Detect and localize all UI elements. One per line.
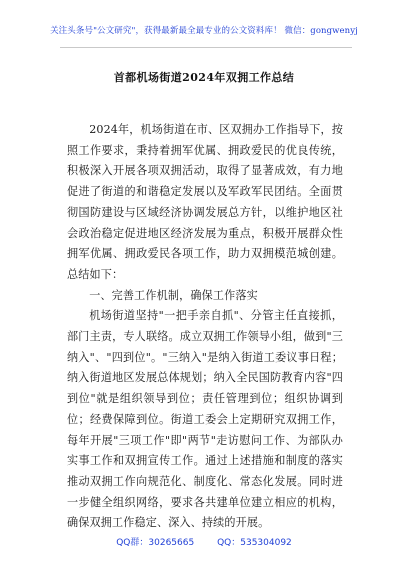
document-title: 首都机场街道2024年双拥工作总结 (113, 71, 295, 84)
header-divider (60, 47, 352, 48)
footer-qq-number: QQ：535304092 (217, 538, 292, 548)
intro-paragraph: 2024年，机场街道在市、区双拥办工作指导下，按照工作要求，秉持着拥军优属、拥政爱民的优良传统，积极深入开展各项双拥活动，取得了显著成效，有力地促进了街道的和谐稳定发展以及军政军民团结。全面贯彻国防建设与区域经济协调发展总方针，以维护地区社会政治稳定促进地区经济发展为重点，积极开展群众性拥军优属、拥政爱民各项工作，助力双拥模范城创建。总结如下： (67, 123, 343, 281)
section-paragraph: 机场街道坚持"一把手亲自抓"、分管主任直接抓，部门主责，专人联络。成立双拥工作领导小组，做到"三纳入"、"四到位"。"三纳入"是纳入街道工委议事日程；纳入街道地区发展总体规划；纳入全民国防教育内容"四到位"就是组织领导到位；责任管理到位；组织协调到位；经费保障到位。街道工委会上定期研究双拥工作，每年开展"三项工作"即"两节"走访慰问工作、为部队办实事工作和双拥宣传工作。通过上述措施和制度的落实推动双拥工作向规范化、制度化、常态化发展。同时进一步健全组织网络，要求各共建单位建立相应的机构，确保双拥工作稳定、深入、持续的开展。 (67, 309, 343, 530)
section-heading: 一、完善工作机制，确保工作落实 (89, 288, 258, 302)
footer-contact (0, 535, 408, 548)
header-banner: 关注头条号"公文研究"，获得最新最全最专业的公文资料库！ 微信：gongwenyj (50, 26, 358, 36)
document-body (67, 120, 343, 534)
footer-qq-group: QQ群：30265665 (116, 538, 195, 548)
